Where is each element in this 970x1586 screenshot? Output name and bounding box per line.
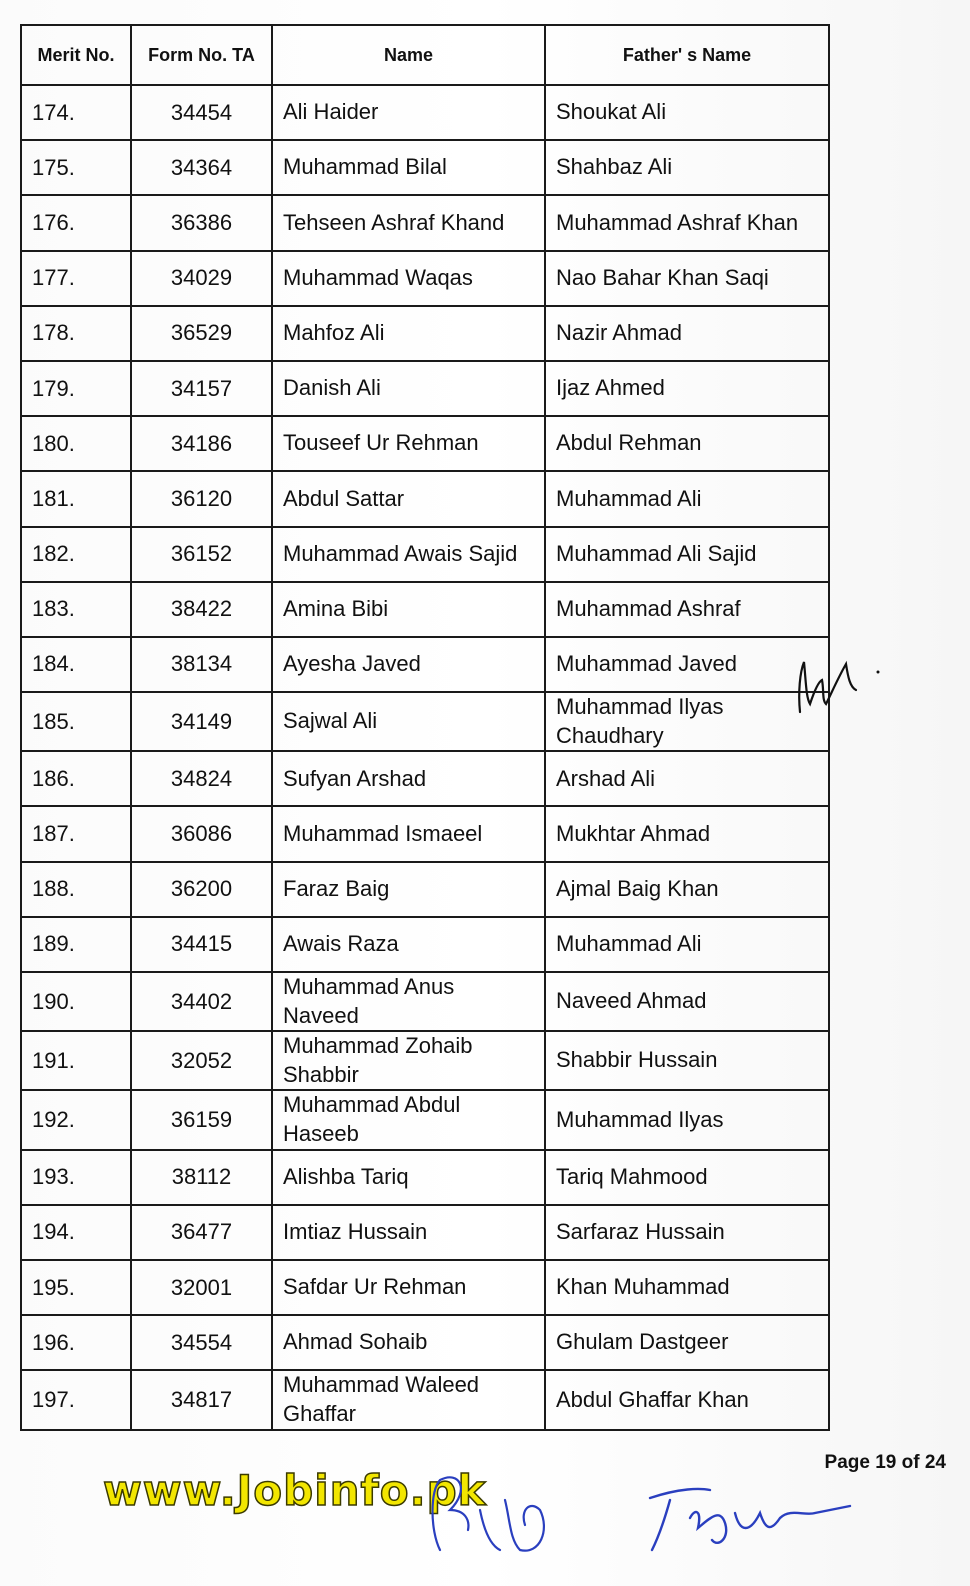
cell-father: Nao Bahar Khan Saqi [545, 251, 829, 306]
cell-merit-no: 175. [21, 140, 131, 195]
table-row [21, 85, 829, 140]
cell-form-no: 38112 [131, 1150, 272, 1205]
watermark: www.Jobinfo.pk [103, 1466, 487, 1515]
cell-form-no: 36477 [131, 1205, 272, 1260]
cell-merit-no: 194. [21, 1205, 131, 1260]
handwritten-mark-right [792, 642, 892, 722]
table-row [21, 1150, 829, 1205]
cell-merit-no: 183. [21, 582, 131, 637]
header-father-name: Father' s Name [545, 25, 829, 85]
signature-blue-left [410, 1450, 560, 1570]
cell-form-no: 34824 [131, 751, 272, 806]
cell-father: Ghulam Dastgeer [545, 1315, 829, 1370]
cell-form-no: 36159 [131, 1090, 272, 1149]
cell-father: Muhammad Ali [545, 471, 829, 526]
cell-name: Muhammad Abdul Haseeb [272, 1090, 545, 1149]
cell-merit-no: 182. [21, 527, 131, 582]
cell-form-no: 38422 [131, 582, 272, 637]
cell-form-no: 32052 [131, 1031, 272, 1090]
cell-name: Faraz Baig [272, 862, 545, 917]
cell-merit-no: 191. [21, 1031, 131, 1090]
cell-father: Khan Muhammad [545, 1260, 829, 1315]
cell-form-no: 38134 [131, 637, 272, 692]
table-body [21, 85, 829, 1430]
cell-name: Muhammad Anus Naveed [272, 972, 545, 1031]
cell-name: Imtiaz Hussain [272, 1205, 545, 1260]
cell-father: Muhammad Ashraf [545, 582, 829, 637]
cell-merit-no: 180. [21, 416, 131, 471]
cell-father: Muhammad Ilyas [545, 1090, 829, 1149]
cell-merit-no: 197. [21, 1370, 131, 1429]
cell-name: Muhammad Ismaeel [272, 806, 545, 861]
cell-merit-no: 195. [21, 1260, 131, 1315]
cell-name: Danish Ali [272, 361, 545, 416]
cell-name: Alishba Tariq [272, 1150, 545, 1205]
cell-form-no: 36386 [131, 195, 272, 250]
table-row [21, 806, 829, 861]
cell-merit-no: 179. [21, 361, 131, 416]
cell-name: Tehseen Ashraf Khand [272, 195, 545, 250]
cell-father: Arshad Ali [545, 751, 829, 806]
cell-father: Shabbir Hussain [545, 1031, 829, 1090]
header-form-no: Form No. TA [131, 25, 272, 85]
cell-father: Nazir Ahmad [545, 306, 829, 361]
signature-blue-right [640, 1478, 860, 1558]
cell-father: Muhammad Ashraf Khan [545, 195, 829, 250]
table-row [21, 251, 829, 306]
header-name: Name [272, 25, 545, 85]
cell-form-no: 34364 [131, 140, 272, 195]
table-row [21, 527, 829, 582]
cell-form-no: 34186 [131, 416, 272, 471]
cell-father: Naveed Ahmad [545, 972, 829, 1031]
cell-merit-no: 184. [21, 637, 131, 692]
table-row [21, 1205, 829, 1260]
table-row [21, 692, 829, 751]
cell-merit-no: 193. [21, 1150, 131, 1205]
cell-father: Muhammad Ilyas Chaudhary [545, 692, 829, 751]
cell-merit-no: 187. [21, 806, 131, 861]
cell-form-no: 34554 [131, 1315, 272, 1370]
cell-name: Awais Raza [272, 917, 545, 972]
merit-list-table [20, 24, 830, 1431]
table-row [21, 862, 829, 917]
table-row [21, 1090, 829, 1149]
cell-form-no: 36152 [131, 527, 272, 582]
cell-merit-no: 185. [21, 692, 131, 751]
table-row [21, 1260, 829, 1315]
cell-merit-no: 181. [21, 471, 131, 526]
cell-name: Muhammad Zohaib Shabbir [272, 1031, 545, 1090]
cell-name: Ayesha Javed [272, 637, 545, 692]
table-row [21, 306, 829, 361]
table-row [21, 195, 829, 250]
table-row [21, 471, 829, 526]
cell-merit-no: 188. [21, 862, 131, 917]
cell-name: Ahmad Sohaib [272, 1315, 545, 1370]
cell-father: Tariq Mahmood [545, 1150, 829, 1205]
cell-father: Muhammad Javed [545, 637, 829, 692]
cell-father: Sarfaraz Hussain [545, 1205, 829, 1260]
cell-name: Ali Haider [272, 85, 545, 140]
table-header-row [21, 25, 829, 85]
table-row [21, 1370, 829, 1429]
cell-form-no: 34454 [131, 85, 272, 140]
header-merit-no: Merit No. [21, 25, 131, 85]
cell-merit-no: 189. [21, 917, 131, 972]
cell-father: Mukhtar Ahmad [545, 806, 829, 861]
cell-form-no: 36529 [131, 306, 272, 361]
cell-form-no: 34157 [131, 361, 272, 416]
cell-name: Muhammad Awais Sajid [272, 527, 545, 582]
table-row [21, 751, 829, 806]
cell-name: Abdul Sattar [272, 471, 545, 526]
cell-form-no: 34415 [131, 917, 272, 972]
table-row [21, 1031, 829, 1090]
cell-father: Shahbaz Ali [545, 140, 829, 195]
cell-name: Muhammad Waleed Ghaffar [272, 1370, 545, 1429]
cell-merit-no: 190. [21, 972, 131, 1031]
cell-form-no: 34817 [131, 1370, 272, 1429]
table-row [21, 972, 829, 1031]
cell-name: Amina Bibi [272, 582, 545, 637]
cell-father: Muhammad Ali Sajid [545, 527, 829, 582]
cell-father: Shoukat Ali [545, 85, 829, 140]
cell-father: Ijaz Ahmed [545, 361, 829, 416]
cell-name: Muhammad Bilal [272, 140, 545, 195]
cell-father: Abdul Ghaffar Khan [545, 1370, 829, 1429]
table-row [21, 1315, 829, 1370]
cell-merit-no: 177. [21, 251, 131, 306]
cell-merit-no: 176. [21, 195, 131, 250]
cell-form-no: 36120 [131, 471, 272, 526]
cell-form-no: 36200 [131, 862, 272, 917]
cell-father: Muhammad Ali [545, 917, 829, 972]
table-row [21, 582, 829, 637]
cell-name: Sajwal Ali [272, 692, 545, 751]
table-row [21, 140, 829, 195]
table-row [21, 416, 829, 471]
cell-merit-no: 196. [21, 1315, 131, 1370]
cell-form-no: 34149 [131, 692, 272, 751]
cell-merit-no: 178. [21, 306, 131, 361]
page-number: Page 19 of 24 [824, 1452, 946, 1473]
cell-name: Sufyan Arshad [272, 751, 545, 806]
cell-father: Ajmal Baig Khan [545, 862, 829, 917]
cell-merit-no: 174. [21, 85, 131, 140]
cell-name: Touseef Ur Rehman [272, 416, 545, 471]
table-row [21, 917, 829, 972]
cell-form-no: 34402 [131, 972, 272, 1031]
cell-form-no: 32001 [131, 1260, 272, 1315]
cell-merit-no: 192. [21, 1090, 131, 1149]
cell-form-no: 36086 [131, 806, 272, 861]
cell-name: Muhammad Waqas [272, 251, 545, 306]
cell-form-no: 34029 [131, 251, 272, 306]
cell-name: Safdar Ur Rehman [272, 1260, 545, 1315]
table-row [21, 361, 829, 416]
cell-name: Mahfoz Ali [272, 306, 545, 361]
cell-father: Abdul Rehman [545, 416, 829, 471]
table-row [21, 637, 829, 692]
cell-merit-no: 186. [21, 751, 131, 806]
